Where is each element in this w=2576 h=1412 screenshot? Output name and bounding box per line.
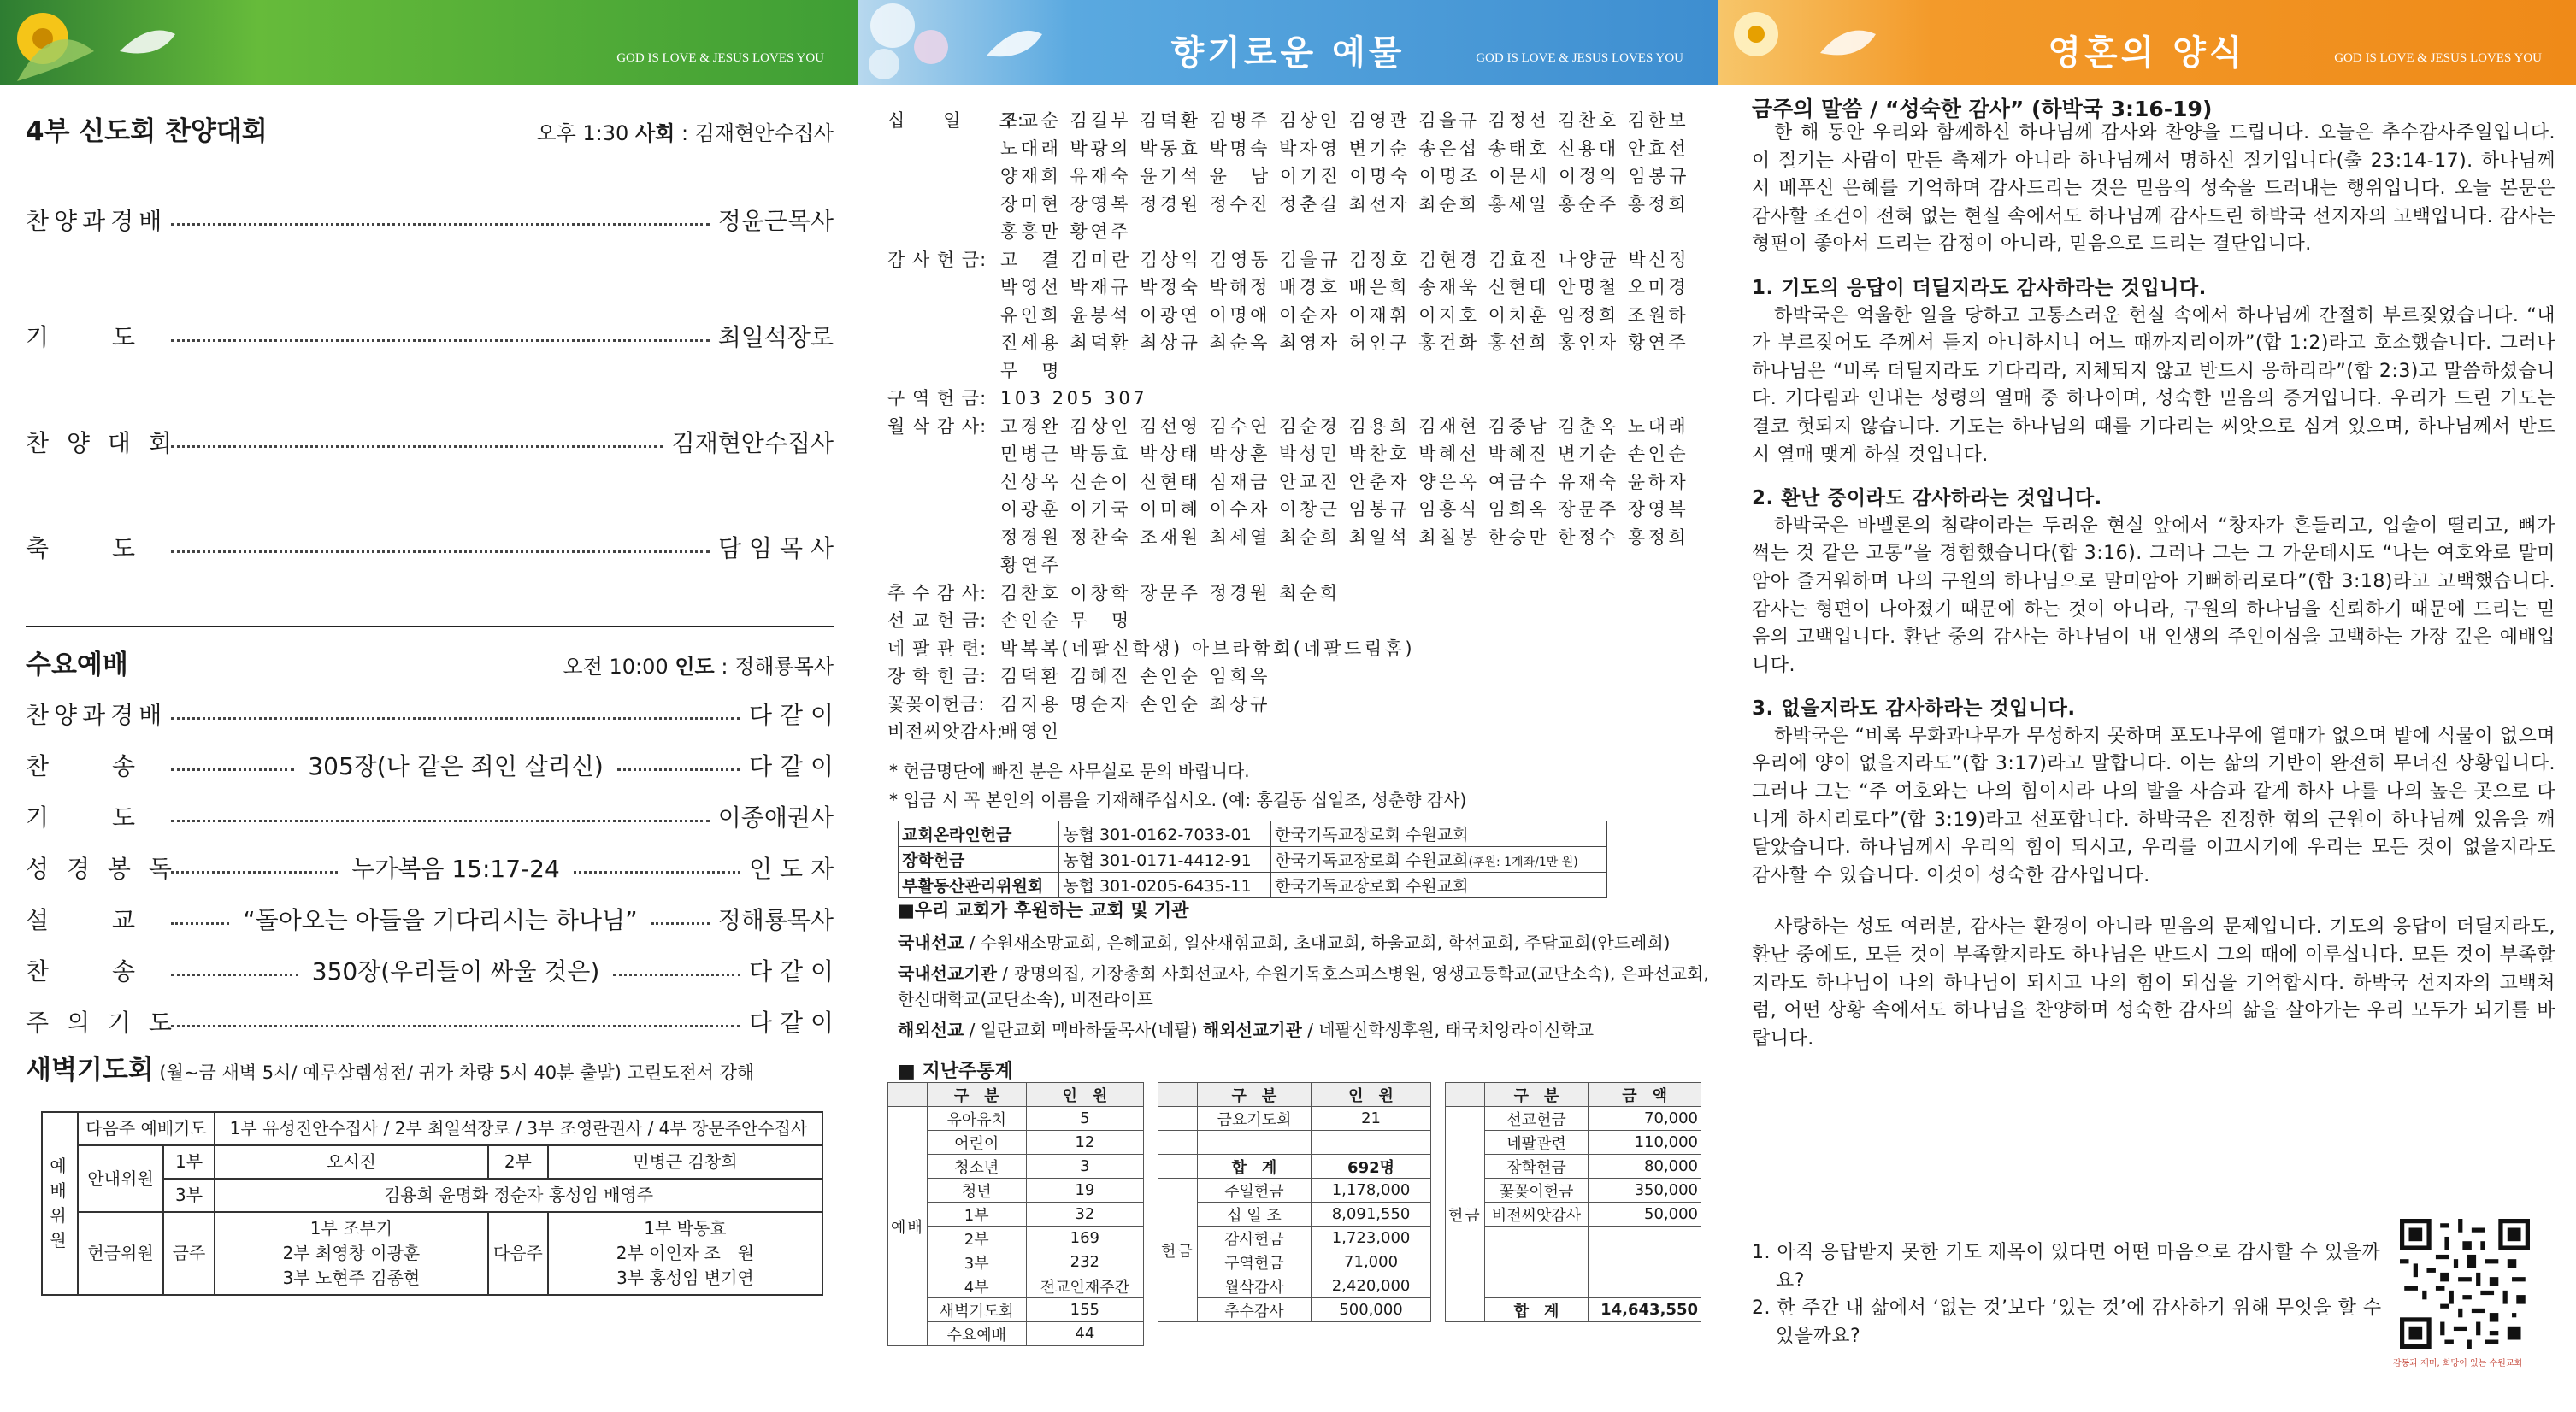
offering-names: 구교순 김길부 김덕환 김병주 김상인 김영관 김을규 김정선 김찬호 김한보 노대래 박광의 박동효 박명숙 박자영 변기순 송은섭 송태호 신용대 안효선 양재희 유재숙 윤기석 윤 남 이기진 이명숙 이명조 이문세 이정의 임봉규 장미현 장영복 정경원 정수진 정춘길 최선자 최순희 홍세일 홍순주 홍정희 홍흥만 황연주 bbox=[1000, 110, 1689, 242]
stats-col-head: 구 분 bbox=[1197, 1083, 1311, 1107]
table-row bbox=[1446, 1131, 1701, 1155]
stats-col-head: 구 분 bbox=[1484, 1083, 1588, 1107]
offering-row bbox=[887, 607, 1708, 635]
youth-row-label: 찬양과경배 bbox=[26, 207, 168, 235]
stat-kind bbox=[1197, 1131, 1311, 1155]
wed-row bbox=[26, 1004, 834, 1038]
stat-value bbox=[1589, 1274, 1701, 1298]
youth-event-time: 오후 1:30 bbox=[536, 121, 629, 145]
stats-head bbox=[888, 1083, 1144, 1107]
discussion-question: 1. 아직 응답받지 못한 기도 제목이 있다면 어떤 마음으로 감사할 수 있을까요? bbox=[1752, 1242, 2381, 1291]
wed-row bbox=[26, 697, 834, 731]
leader-dots bbox=[171, 862, 338, 874]
center-banner bbox=[858, 0, 1718, 85]
right-stats-table bbox=[1445, 1082, 1701, 1322]
account-row bbox=[899, 873, 1607, 898]
stat-value: 350,000 bbox=[1589, 1179, 1701, 1203]
offering-label: 십 일 조: bbox=[887, 110, 1024, 131]
offering-row bbox=[887, 413, 1708, 580]
offering-row bbox=[887, 691, 1708, 719]
attendance-table bbox=[887, 1082, 1144, 1346]
stat-kind: 1부 bbox=[927, 1203, 1026, 1227]
offering-notes bbox=[889, 756, 1466, 815]
stat-kind: 비전씨앗감사 bbox=[1484, 1203, 1588, 1227]
offering-label: 구 역 헌 금: bbox=[887, 388, 987, 409]
table-row bbox=[888, 1250, 1144, 1274]
wed-row-who: 정해룡목사 bbox=[717, 906, 834, 934]
wed-row-label: 찬 송 bbox=[26, 752, 141, 780]
stat-value: 71,000 bbox=[1312, 1250, 1431, 1274]
offering-label: 감 사 헌 금: bbox=[887, 249, 987, 270]
table-row bbox=[1158, 1298, 1431, 1322]
offering-names: 김지용 명순자 손인순 최상규 bbox=[1000, 693, 1270, 715]
wed-row-who: 다 같 이 bbox=[749, 957, 834, 985]
stat-value bbox=[1312, 1131, 1431, 1155]
offering-label: 비전씨앗감사: bbox=[887, 721, 1004, 742]
offering-row bbox=[887, 107, 1708, 246]
stat-kind: 3부 bbox=[927, 1250, 1026, 1274]
leader-dots bbox=[651, 913, 710, 925]
offering-label: 선 교 헌 금: bbox=[887, 610, 987, 631]
stat-value: 110,000 bbox=[1589, 1131, 1701, 1155]
dawn-prayer bbox=[26, 1048, 838, 1086]
wed-row-label: 성 경 봉 독 bbox=[26, 855, 177, 883]
stat-kind: 꽃꽂이헌금 bbox=[1484, 1179, 1588, 1203]
offering-names: 김찬호 이창학 장문주 정경원 최순희 bbox=[1000, 582, 1341, 603]
holder-note: (후원: 1계좌/1만 원) bbox=[1468, 856, 1578, 869]
offering-note: * 헌금명단에 빠진 분은 사무실로 문의 바랍니다. bbox=[889, 761, 1250, 781]
leader-dots bbox=[171, 214, 710, 226]
youth-event-title: 4부 신도회 찬양대회 bbox=[26, 116, 268, 147]
leader-dots bbox=[574, 862, 740, 874]
stat-kind bbox=[1484, 1227, 1588, 1250]
stat-kind: 새벽기도회 bbox=[927, 1298, 1026, 1322]
stats-head bbox=[1446, 1083, 1701, 1107]
offering-names: 손인순 무 명 bbox=[1000, 610, 1132, 631]
offering-label: 월 삭 감 사: bbox=[887, 415, 987, 437]
youth-event-host: 김재현안수집사 bbox=[694, 121, 834, 145]
stat-value: 70,000 bbox=[1589, 1107, 1701, 1131]
leader-dots bbox=[171, 436, 663, 448]
stats-side-blank bbox=[1158, 1107, 1198, 1131]
stat-kind: 어린이 bbox=[927, 1131, 1026, 1155]
sermon-intro: 한 해 동안 우리와 함께하신 하나님께 감사와 찬양을 드립니다. 오늘은 추수감사주일입니다. 이 절기는 사람이 만든 축제가 아니라 하나님께서 명하신 절기입니다(출 23:14-17). 하나님께서 베푸신 은혜를 기억하며 감사드리는 것은 믿음의 성숙을 드러내는 행위입니다. 오늘 본문은 감사할 조건이 전혀 없는 현실 속에서도 하나님께 감사드린 하박국 선지자의 고백입니다. 감사는 형편이 좋아서 드리는 감정이 아니라, 믿음으로 드리는 결단입니다. bbox=[1752, 122, 2555, 256]
stats-side-blank bbox=[1158, 1155, 1198, 1179]
account-row bbox=[899, 821, 1607, 847]
right-banner-motto: GOD IS LOVE & JESUS LOVES YOU bbox=[2334, 51, 2542, 65]
leader-dots bbox=[171, 759, 294, 771]
stat-kind: 금요기도회 bbox=[1197, 1107, 1311, 1131]
account-number: 농협 301-0205-6435-11 bbox=[1059, 873, 1271, 898]
youth-row bbox=[26, 203, 834, 237]
support-title: ■우리 교회가 후원하는 교회 및 기관 bbox=[898, 900, 1189, 921]
table-row bbox=[888, 1155, 1144, 1179]
middle-stats-table bbox=[1158, 1082, 1431, 1322]
wed-row-middle: “돌아오는 아들을 기다리시는 하나님” bbox=[243, 906, 638, 934]
stats-col-head: 금 액 bbox=[1589, 1083, 1701, 1107]
stat-value: 500,000 bbox=[1312, 1298, 1431, 1322]
table-row bbox=[1158, 1179, 1431, 1203]
stat-kind bbox=[1484, 1250, 1588, 1274]
stats-side-blank bbox=[1446, 1083, 1485, 1107]
section-divider bbox=[26, 626, 834, 627]
support-section bbox=[898, 897, 1710, 1043]
table-row bbox=[1158, 1131, 1431, 1155]
stat-value bbox=[1589, 1227, 1701, 1250]
support-line bbox=[898, 1017, 1710, 1043]
offering-row bbox=[887, 718, 1708, 746]
stat-kind: 추수감사 bbox=[1197, 1298, 1311, 1322]
offering-row bbox=[887, 662, 1708, 691]
account-holder bbox=[1271, 847, 1607, 873]
stats-side-blank bbox=[1158, 1131, 1198, 1155]
right-banner bbox=[1718, 0, 2576, 85]
table-row bbox=[1446, 1250, 1701, 1274]
table-row bbox=[1446, 1107, 1701, 1131]
stats-side-blank bbox=[888, 1083, 928, 1107]
stat-value: 3 bbox=[1026, 1155, 1143, 1179]
qr-code-icon[interactable] bbox=[2400, 1219, 2530, 1349]
stat-value: 8,091,550 bbox=[1312, 1203, 1431, 1227]
offering-names: 김덕환 김혜진 손인순 임희옥 bbox=[1000, 666, 1270, 686]
stat-kind: 유아유치 bbox=[927, 1107, 1026, 1131]
table-row bbox=[1158, 1274, 1431, 1298]
stat-kind: 구역헌금 bbox=[1197, 1250, 1311, 1274]
dawn-prayer-detail: (월~금 새벽 5시/ 예루살렘성전/ 귀가 차량 5시 40분 출발) 고린도전서 강해 bbox=[159, 1062, 755, 1083]
stat-kind: 십 일 조 bbox=[1197, 1203, 1311, 1227]
stats-col-head: 인 원 bbox=[1026, 1083, 1143, 1107]
table-row bbox=[1446, 1203, 1701, 1227]
committee-line: 3부 노현주 김종현 bbox=[282, 1268, 421, 1288]
table-row bbox=[888, 1203, 1144, 1227]
offering-label: 추 수 감 사: bbox=[887, 582, 987, 603]
wed-service-header bbox=[26, 643, 834, 681]
offering-names: 고경완 김상인 김선영 김수연 김순경 김용희 김재현 김중남 김춘옥 노대래 민병근 박동효 박상태 박상훈 박성민 박찬호 박혜선 박혜진 변기순 손인순 신상옥 신순이 신현태 심재금 안교진 안춘자 양은옥 여금수 유재숙 윤하자 이광훈 이기국 이미혜 이수자 이창근 임봉규 임흥식 임희옥 장문주 장영복 정경원 정찬숙 조재원 최세열 최순희 최일석 최칠봉 한승만 한정수 홍정희 황연주 bbox=[1000, 415, 1689, 575]
committee-line: 1부 박동효 bbox=[644, 1218, 727, 1238]
stat-kind: 월삭감사 bbox=[1197, 1274, 1311, 1298]
table-row bbox=[1446, 1298, 1701, 1322]
support-items: / 수원새소망교회, 은혜교회, 일산새힘교회, 초대교회, 하울교회, 학선교회, 주담교회(안드레회) bbox=[969, 933, 1671, 953]
stat-value: 12 bbox=[1026, 1131, 1143, 1155]
holder-name: 한국기독교장로회 수원교회 bbox=[1275, 851, 1469, 870]
stat-value: 169 bbox=[1026, 1227, 1143, 1250]
sermon-body bbox=[1752, 120, 2555, 1053]
stat-value: 1,723,000 bbox=[1312, 1227, 1431, 1250]
leader-dots bbox=[171, 964, 298, 976]
wed-row-label: 주 의 기 도 bbox=[26, 1009, 177, 1037]
sermon-point-title: 2. 환난 중이라도 감사하라는 것입니다. bbox=[1752, 487, 2102, 510]
table-row bbox=[1158, 1155, 1431, 1179]
right-banner-title: 영혼의 양식 bbox=[2048, 33, 2246, 73]
offering-row bbox=[887, 385, 1708, 413]
account-type: 장학헌금 bbox=[899, 847, 1059, 873]
wed-service-title: 수요예배 bbox=[26, 650, 128, 680]
stat-kind: 감사헌금 bbox=[1197, 1227, 1311, 1250]
wed-row-middle: 305장(나 같은 죄인 살리신) bbox=[308, 752, 604, 780]
wed-row-who: 이종애권사 bbox=[717, 803, 834, 832]
stat-value: 32 bbox=[1026, 1203, 1143, 1227]
offering-note: * 입금 시 꼭 본인의 이름을 기재해주십시오. (예: 홍길동 십일조, 성춘향 감사) bbox=[889, 790, 1467, 810]
usher-names: 오시진 bbox=[215, 1145, 488, 1179]
sermon-point-text: 하박국은 억울한 일을 당하고 고통스러운 현실 속에서 하나님께 간절히 부르짖었습니다. “내가 부르짖어도 주께서 듣지 아니하시니 어느 때까지리이까”(합 1:2)라고 호소했습니다. 그러나 하나님은 “비록 더딜지라도 기다리라, 지체되지 않고 반드시 응하리라”(합 2:3)고 말씀하셨습니다. 기다림과 인내는 성령의 열매 중 하나이며, 성숙한 믿음의 증거입니다. 우리가 드린 기도는 결코 헛되지 않습니다. 기도는 하나님의 때를 기다리는 씨앗으로 심겨 있으며, 하나님께서 반드시 열매 맺게 하실 것입니다. bbox=[1752, 304, 2555, 466]
offering-row bbox=[887, 246, 1708, 385]
youth-row-who: 최일석장로 bbox=[717, 323, 834, 351]
table-row bbox=[888, 1227, 1144, 1250]
this-week-names bbox=[215, 1212, 488, 1295]
committee-line: 2부 이인자 조 원 bbox=[616, 1243, 755, 1263]
account-type: 부활동산관리위원회 bbox=[899, 873, 1059, 898]
stat-value: 19 bbox=[1026, 1179, 1143, 1203]
stat-kind: 장학헌금 bbox=[1484, 1155, 1588, 1179]
duty-table bbox=[41, 1111, 823, 1296]
next-leaders-label: 다음주 예배기도 bbox=[78, 1112, 215, 1145]
stats-side-blank bbox=[1158, 1083, 1198, 1107]
stat-value: 2,420,000 bbox=[1312, 1274, 1431, 1298]
stat-value: 1,178,000 bbox=[1312, 1179, 1431, 1203]
youth-event-host-label: 사회 bbox=[634, 121, 675, 145]
stat-kind: 합 계 bbox=[1197, 1155, 1311, 1179]
youth-event-time-host: 오후 1:30 사회 : 김재현안수집사 bbox=[536, 121, 834, 145]
sermon-point-title: 1. 기도의 응답이 더딜지라도 감사하라는 것입니다. bbox=[1752, 276, 2207, 299]
youth-row-label: 기 도 bbox=[26, 323, 141, 351]
offering-names: 박복복(네팔신학생) 아브라함회(네팔드림홈) bbox=[1000, 638, 1416, 659]
offering-row bbox=[887, 580, 1708, 608]
stats-col-head: 인 원 bbox=[1312, 1083, 1431, 1107]
committee-line: 2부 최영창 이광훈 bbox=[282, 1243, 421, 1263]
table-row bbox=[1158, 1203, 1431, 1227]
table-row bbox=[888, 1274, 1144, 1298]
table-row bbox=[888, 1107, 1144, 1131]
leader-dots bbox=[171, 1015, 740, 1027]
discussion-question: 2. 한 주간 내 삶에서 ‘없는 것’보다 ‘있는 것’에 감사하기 위해 무엇을 할 수 있을까요? bbox=[1752, 1297, 2382, 1347]
leader-dots bbox=[617, 759, 740, 771]
qr-caption: 감동과 재미, 희망이 있는 수원교회 bbox=[2393, 1359, 2523, 1368]
duty-side-label: 예배위원 bbox=[42, 1112, 78, 1295]
stat-kind: 주일헌금 bbox=[1197, 1179, 1311, 1203]
wed-row bbox=[26, 799, 834, 833]
offering-names: 배영인 bbox=[1000, 721, 1062, 742]
stats-head bbox=[1158, 1083, 1431, 1107]
wed-row-label: 찬 송 bbox=[26, 957, 141, 985]
stat-kind: 합 계 bbox=[1484, 1298, 1588, 1322]
table-row bbox=[888, 1179, 1144, 1203]
table-row bbox=[1446, 1227, 1701, 1250]
table-row bbox=[1446, 1179, 1701, 1203]
leader-dots bbox=[171, 913, 229, 925]
this-week-label: 금주 bbox=[163, 1212, 215, 1295]
stats-col-head: 구 분 bbox=[927, 1083, 1026, 1107]
offering-names: 고 결 김미란 김상익 김영동 김을규 김정호 김현경 김효진 나양균 박신정 박영선 박재규 박정숙 박해정 배경호 배은희 송재욱 신현태 안명철 오미경 유인희 윤봉석 이광연 이명애 이순자 이재휘 이지호 이치훈 임정희 조원하 진세용 최덕환 최상규 최순옥 최영자 허인구 홍건화 홍선희 홍인자 황연주 무 명 bbox=[1000, 249, 1689, 381]
account-row bbox=[899, 847, 1607, 873]
center-banner-title: 향기로운 예물 bbox=[1170, 33, 1406, 73]
dawn-prayer-title: 새벽기도회 bbox=[26, 1055, 154, 1085]
table-row bbox=[1158, 1227, 1431, 1250]
table-row bbox=[1158, 1250, 1431, 1274]
youth-event-header bbox=[26, 109, 834, 148]
table-row bbox=[888, 1131, 1144, 1155]
sermon-heading: 금주의 말씀 / “성숙한 감사” (하박국 3:16-19) bbox=[1752, 97, 2213, 121]
stat-value: 155 bbox=[1026, 1298, 1143, 1322]
part-label: 2부 bbox=[488, 1145, 548, 1179]
leader-dots bbox=[171, 541, 710, 553]
wed-row-middle: 350장(우리들이 싸울 것은) bbox=[311, 957, 600, 985]
right-panel bbox=[1718, 0, 2576, 1412]
offering-committee-label: 헌금위원 bbox=[78, 1212, 163, 1295]
youth-row-who: 담 임 목 사 bbox=[718, 534, 834, 562]
center-panel bbox=[858, 0, 1718, 1412]
committee-line: 1부 조부기 bbox=[309, 1218, 393, 1238]
usher-label: 안내위원 bbox=[78, 1145, 163, 1212]
wed-row bbox=[26, 748, 834, 782]
stat-kind bbox=[1484, 1274, 1588, 1298]
youth-row-who: 김재현안수집사 bbox=[671, 429, 834, 457]
wed-row-who: 다 같 이 bbox=[749, 701, 834, 729]
support-line bbox=[898, 930, 1710, 956]
wed-row bbox=[26, 953, 834, 987]
account-holder bbox=[1271, 873, 1607, 898]
support-label: 국내선교 bbox=[898, 933, 964, 953]
stat-value: 전교인재주간 bbox=[1026, 1274, 1143, 1298]
wed-row bbox=[26, 902, 834, 936]
account-number: 농협 301-0171-4412-91 bbox=[1059, 847, 1271, 873]
part-label: 3부 bbox=[163, 1179, 215, 1212]
stat-value: 232 bbox=[1026, 1250, 1143, 1274]
offering-row bbox=[887, 635, 1708, 663]
leader-dots bbox=[613, 964, 740, 976]
committee-line: 3부 홍성임 변기연 bbox=[616, 1268, 754, 1288]
stat-value: 44 bbox=[1026, 1322, 1143, 1346]
stat-kind: 청년 bbox=[927, 1179, 1026, 1203]
support-items: / 일란교회 맥바하둘목사(네팔) bbox=[969, 1020, 1198, 1040]
next-week-names bbox=[548, 1212, 822, 1295]
left-banner-art bbox=[0, 0, 858, 85]
account-type: 교회온라인헌금 bbox=[899, 821, 1059, 847]
offering-side-label: 헌금 bbox=[1446, 1107, 1485, 1322]
attendance-side-label: 예배 bbox=[888, 1107, 928, 1346]
support-items: / 네팔신학생후원, 태국치앙라이신학교 bbox=[1307, 1020, 1595, 1040]
usher-names: 민병근 김창희 bbox=[548, 1145, 822, 1179]
account-holder bbox=[1271, 821, 1607, 847]
table-row bbox=[1446, 1155, 1701, 1179]
sermon-point-text: 하박국은 “비록 무화과나무가 무성하지 못하며 포도나무에 열매가 없으며 밭에 식물이 없으며 우리에 양이 없을지라도”(합 3:17)라고 말합니다. 이는 삶의 기반이 완전히 무너진 상황입니다. 그러나 그는 “주 여호와는 나의 힘이시라 나의 발을 사슴과 같게 하사 나를 나의 높은 곳으로 다니게 하시리로다”(합 3:19)라고 선포합니다. 하박국은 진정한 힘의 근원이 하나님께 있음을 깨달았습니다. 하나님께서 우리의 힘이 되시고, 우리를 이끄시기에 우리는 모든 것이 없을지라도 감사할 수 있습니다. 이것이 성숙한 감사입니다. bbox=[1752, 725, 2555, 886]
support-label: 국내선교기관 bbox=[898, 963, 997, 984]
leader-dots bbox=[171, 708, 740, 720]
left-banner-motto: GOD IS LOVE & JESUS LOVES YOU bbox=[616, 51, 824, 65]
offering-side-label: 헌금 bbox=[1158, 1179, 1198, 1322]
wed-row-middle: 누가복음 15:17-24 bbox=[351, 855, 560, 883]
wed-row-who: 다 같 이 bbox=[749, 1009, 834, 1037]
center-banner-motto: GOD IS LOVE & JESUS LOVES YOU bbox=[1476, 51, 1683, 65]
offering-label: 네 팔 관 련: bbox=[887, 638, 987, 659]
wed-service-time-lead: 오전 10:00 인도 : 정해룡목사 bbox=[563, 655, 834, 679]
wed-row bbox=[26, 850, 834, 885]
wed-service-time: 오전 10:00 bbox=[563, 655, 669, 679]
stats-title: ■ 지난주통계 bbox=[898, 1061, 1013, 1082]
offering-list bbox=[887, 107, 1708, 746]
stat-kind: 청소년 bbox=[927, 1155, 1026, 1179]
next-leaders: 1부 유성진안수집사 / 2부 최일석장로 / 3부 조영란권사 / 4부 장문주안수집사 bbox=[215, 1112, 822, 1145]
holder-name: 한국기독교장로회 수원교회 bbox=[1275, 877, 1469, 896]
stat-value bbox=[1589, 1250, 1701, 1274]
stat-kind: 2부 bbox=[927, 1227, 1026, 1250]
youth-row bbox=[26, 319, 834, 353]
offering-label: 장 학 헌 금: bbox=[887, 666, 987, 686]
sermon-closing: 사랑하는 성도 여러분, 감사는 환경이 아니라 믿음의 문제입니다. 기도의 응답이 더딜지라도, 환난 중에도, 모든 것이 부족할지라도 하나님은 반드시 그의 때에 이루십니다. 모든 것이 부족할지라도 하나님이 나의 하나님이 되시고 나의 힘이 되심을 기억합시다. 하박국 선지자의 고백처럼, 어떤 상황 속에서도 하나님을 찬양하며 성숙한 감사의 삶을 살아가는 우리 모두가 되기를 바랍니다. bbox=[1752, 916, 2555, 1050]
wed-row-label: 찬양과경배 bbox=[26, 701, 168, 729]
youth-row bbox=[26, 425, 834, 459]
account-number: 농협 301-0162-7033-01 bbox=[1059, 821, 1271, 847]
holder-name: 한국기독교장로회 수원교회 bbox=[1275, 826, 1469, 844]
usher-names: 김용희 윤명화 정순자 홍성임 배영주 bbox=[215, 1179, 822, 1212]
leader-dots bbox=[171, 810, 710, 822]
stat-value: 14,643,550 bbox=[1589, 1298, 1701, 1322]
youth-row-label: 축 도 bbox=[26, 534, 141, 562]
part-label: 1부 bbox=[163, 1145, 215, 1179]
wed-service-lead-label: 인도 bbox=[675, 655, 715, 679]
sermon-point-text: 하박국은 바벨론의 침략이라는 두려운 현실 앞에서 “창자가 흔들리고, 입술이 떨리고, 뼈가 썩는 것 같은 고통”을 경험했습니다(합 3:16). 그러나 그는 그 가운데서도 “나는 여호와로 말미암아 즐거워하며 나의 구원의 하나님으로 말미암아 기뻐하리로다”(합 3:18)라고 고백했습니다. 감사는 형편이 나아졌기 때문에 하는 것이 아니라, 구원의 하나님을 신뢰하기 때문에 드리는 믿음의 고백입니다. 환난 중의 감사는 하나님이 내 인생의 주인이심을 고백하는 가장 깊은 예배입니다. bbox=[1752, 515, 2555, 676]
table-row bbox=[888, 1322, 1144, 1346]
sermon-point-title: 3. 없을지라도 감사하라는 것입니다. bbox=[1752, 697, 2076, 721]
youth-row-who: 정윤근목사 bbox=[717, 207, 834, 235]
support-line bbox=[898, 961, 1710, 1012]
wed-row-label: 기 도 bbox=[26, 803, 141, 832]
left-banner bbox=[0, 0, 858, 85]
stat-value: 50,000 bbox=[1589, 1203, 1701, 1227]
youth-row-label: 찬 양 대 회 bbox=[26, 429, 177, 457]
stat-value: 80,000 bbox=[1589, 1155, 1701, 1179]
wed-row-label: 설 교 bbox=[26, 906, 141, 934]
wed-row-who: 인 도 자 bbox=[749, 855, 834, 883]
account-table bbox=[898, 821, 1607, 898]
table-row bbox=[888, 1298, 1144, 1322]
stat-kind: 수요예배 bbox=[927, 1322, 1026, 1346]
stat-value: 5 bbox=[1026, 1107, 1143, 1131]
youth-row bbox=[26, 530, 834, 564]
left-panel bbox=[0, 0, 858, 1412]
wed-service-lead: 정해룡목사 bbox=[734, 655, 834, 679]
wed-row-who: 다 같 이 bbox=[749, 752, 834, 780]
stat-value: 21 bbox=[1312, 1107, 1431, 1131]
offering-label: 꽃꽂이헌금: bbox=[887, 693, 986, 715]
stat-kind: 네팔관련 bbox=[1484, 1131, 1588, 1155]
support-label: 해외선교 bbox=[898, 1020, 964, 1040]
stat-kind: 선교헌금 bbox=[1484, 1107, 1588, 1131]
discussion-questions bbox=[1752, 1239, 2384, 1350]
stat-kind: 4부 bbox=[927, 1274, 1026, 1298]
support-items: / 광명의집, 기장총회 사회선교사, 수원기독호스피스병원, 영생고등학교(교단소속), 은파선교회, 한신대학교(교단소속), 비전라이프 bbox=[898, 963, 1709, 1009]
next-week-label: 다음주 bbox=[488, 1212, 548, 1295]
table-row bbox=[1446, 1274, 1701, 1298]
stat-value: 692명 bbox=[1312, 1155, 1431, 1179]
table-row bbox=[1158, 1107, 1431, 1131]
leader-dots bbox=[171, 330, 710, 342]
offering-names: 103 205 307 bbox=[1000, 388, 1148, 409]
support-label: 해외선교기관 bbox=[1202, 1020, 1302, 1040]
